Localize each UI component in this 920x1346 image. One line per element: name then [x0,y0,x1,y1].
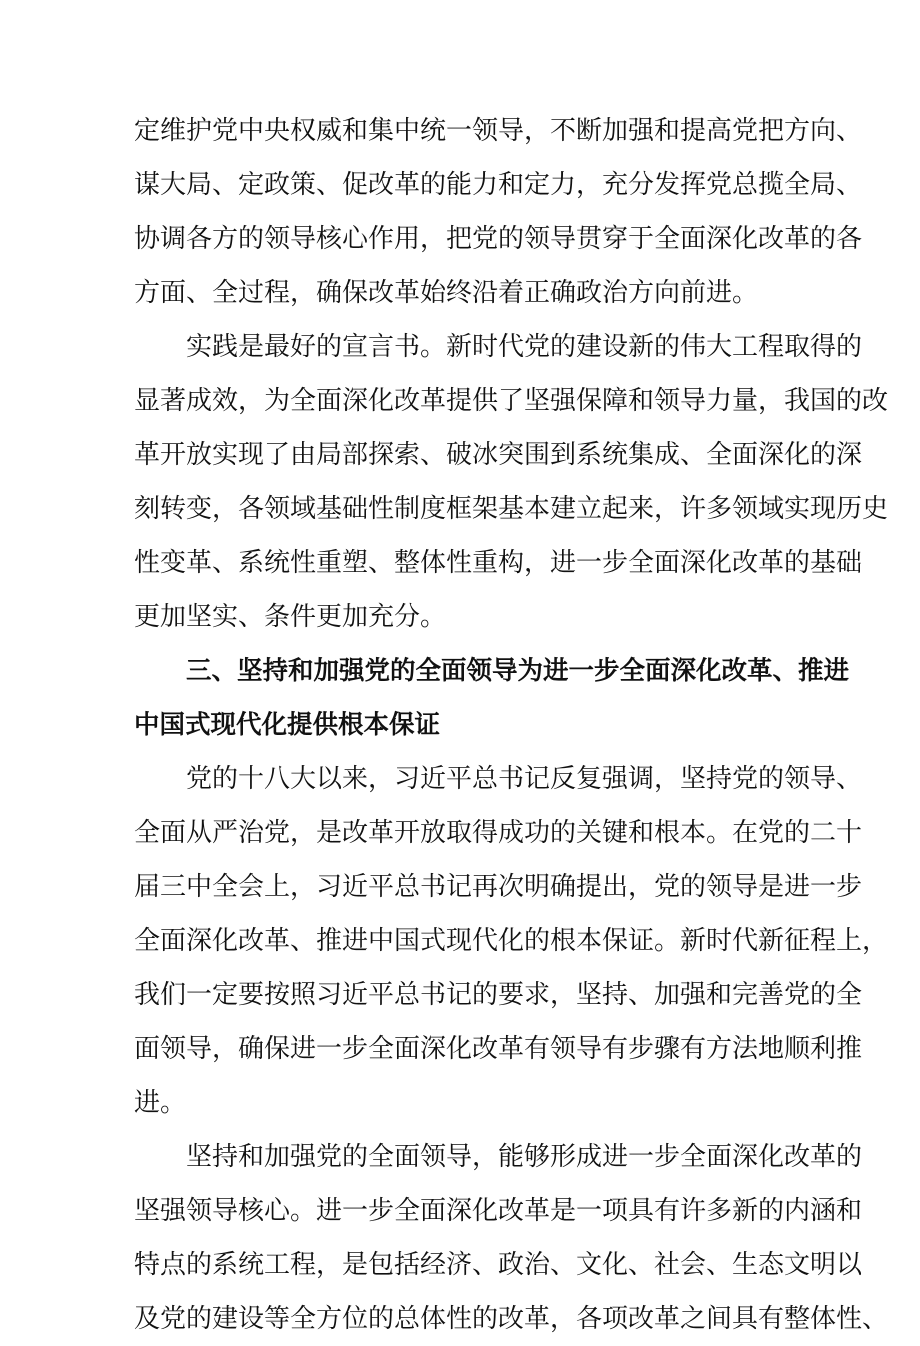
text-line: 革开放实现了由局部探索、破冰突围到系统集成、全面深化的深 [134,440,863,470]
text-line: 面领导，确保进一步全面深化改革有领导有步骤有方法地顺利推 [134,1034,863,1064]
text-line: 坚持和加强党的全面领导，能够形成进一步全面深化改革的 [186,1142,863,1172]
text-line: 实践是最好的宣言书。新时代党的建设新的伟大工程取得的 [186,332,863,362]
text-line: 及党的建设等全方位的总体性的改革，各项改革之间具有整体性、 [134,1304,889,1334]
text-line: 全面深化改革、推进中国式现代化的根本保证。新时代新征程上， [134,926,889,956]
text-line: 谋大局、定政策、促改革的能力和定力，充分发挥党总揽全局、 [134,170,863,200]
text-line: 特点的系统工程，是包括经济、政治、文化、社会、生态文明以 [134,1250,863,1280]
text-line: 协调各方的领导核心作用，把党的领导贯穿于全面深化改革的各 [134,224,863,254]
text-line: 我们一定要按照习近平总书记的要求，坚持、加强和完善党的全 [134,980,863,1010]
text-line: 定维护党中央权威和集中统一领导，不断加强和提高党把方向、 [134,116,863,146]
section-heading: 中国式现代化提供根本保证 [134,710,441,740]
text-line: 坚强领导核心。进一步全面深化改革是一项具有许多新的内涵和 [134,1196,863,1226]
section-heading: 三、坚持和加强党的全面领导为进一步全面深化改革、推进 [186,656,850,686]
text-line: 进。 [134,1088,187,1118]
text-line: 届三中全会上，习近平总书记再次明确提出，党的领导是进一步 [134,872,863,902]
text-line: 更加坚实、条件更加充分。 [134,602,447,632]
text-line: 党的十八大以来，习近平总书记反复强调，坚持党的领导、 [186,764,863,794]
text-line: 性变革、系统性重塑、整体性重构，进一步全面深化改革的基础 [134,548,863,578]
text-line: 方面、全过程，确保改革始终沿着正确政治方向前进。 [134,278,759,308]
text-line: 全面从严治党，是改革开放取得成功的关键和根本。在党的二十 [134,818,863,848]
text-line: 显著成效，为全面深化改革提供了坚强保障和领导力量，我国的改 [134,386,889,416]
text-line: 刻转变，各领域基础性制度框架基本建立起来，许多领域实现历史 [134,494,889,524]
